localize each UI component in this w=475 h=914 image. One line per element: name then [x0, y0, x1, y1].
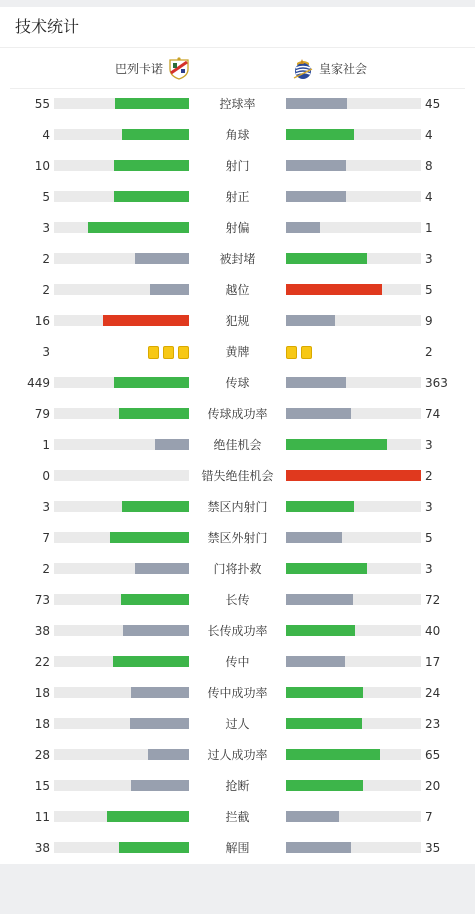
away-bar-track: [286, 377, 421, 388]
away-bar-track: [286, 563, 421, 574]
home-value: 55: [34, 97, 50, 111]
stat-row: [0, 709, 475, 740]
away-value: 23: [425, 717, 441, 731]
stat-row: [0, 833, 475, 864]
stat-label: 射正: [225, 190, 250, 204]
away-bar-track: [286, 253, 421, 264]
away-bar-track: [286, 749, 421, 760]
away-bar: [286, 501, 354, 512]
stats-list: [0, 89, 475, 864]
stat-label: 传球成功率: [207, 407, 268, 421]
home-bar: [119, 408, 189, 419]
home-value: 18: [34, 686, 50, 700]
stat-label: 长传成功率: [207, 624, 268, 638]
home-value: 16: [34, 314, 50, 328]
stat-label: 抢断: [225, 779, 250, 793]
away-value: 20: [425, 779, 441, 793]
away-bar: [286, 160, 346, 171]
away-value: 5: [425, 283, 433, 297]
away-bar-track: [286, 98, 421, 109]
stat-label: 拦截: [225, 810, 250, 824]
home-bar-track: [54, 98, 189, 109]
yellow-card-icon: [163, 346, 174, 359]
home-value: 1: [42, 438, 50, 452]
home-bar-track: [54, 563, 189, 574]
away-team[interactable]: [291, 56, 367, 80]
away-value: 2: [425, 345, 433, 359]
home-bar-track: [54, 284, 189, 295]
away-bar: [286, 129, 354, 140]
away-bar-track: [286, 594, 421, 605]
away-bar-track: [286, 439, 421, 450]
stat-row: [0, 213, 475, 244]
stat-row: [0, 740, 475, 771]
stat-label: 过人: [225, 717, 250, 731]
away-bar: [286, 811, 339, 822]
home-value: 2: [42, 252, 50, 266]
away-bar: [286, 625, 355, 636]
away-value: 4: [425, 190, 433, 204]
home-bar: [110, 532, 189, 543]
stat-label: 传中: [225, 655, 250, 669]
section-title: 技术统计: [15, 17, 80, 36]
home-bar: [103, 315, 189, 326]
stat-label: 射门: [225, 159, 250, 173]
home-bar: [121, 594, 189, 605]
away-value: 72: [425, 593, 441, 607]
away-value: 3: [425, 252, 433, 266]
home-value: 11: [34, 810, 50, 824]
home-bar: [113, 656, 189, 667]
stat-label: 传球: [225, 376, 250, 390]
home-yellow-cards: [54, 346, 189, 359]
stat-row: [0, 554, 475, 585]
home-bar-track: [54, 439, 189, 450]
away-value: 8: [425, 159, 433, 173]
home-bar-track: [54, 625, 189, 636]
away-bar-track: [286, 222, 421, 233]
stat-row: [0, 647, 475, 678]
home-bar: [148, 749, 189, 760]
home-bar: [122, 501, 190, 512]
away-value: 35: [425, 841, 441, 855]
stat-row: [0, 89, 475, 120]
home-value: 73: [34, 593, 50, 607]
home-bar: [107, 811, 189, 822]
away-bar: [286, 98, 347, 109]
stat-row: [0, 585, 475, 616]
home-bar-track: [54, 532, 189, 543]
away-bar: [286, 842, 351, 853]
stat-row: [0, 678, 475, 709]
stat-row: [0, 461, 475, 492]
away-bar-track: [286, 501, 421, 512]
home-bar-track: [54, 315, 189, 326]
stat-row: [0, 275, 475, 306]
away-value: 2: [425, 469, 433, 483]
away-bar: [286, 439, 387, 450]
away-bar: [286, 532, 342, 543]
home-value: 3: [42, 345, 50, 359]
stat-label: 禁区内射门: [207, 500, 268, 514]
away-bar-track: [286, 687, 421, 698]
yellow-card-icon: [286, 346, 297, 359]
away-bar-track: [286, 532, 421, 543]
home-value: 79: [34, 407, 50, 421]
away-bar: [286, 253, 367, 264]
stats-card: [0, 7, 475, 864]
home-bar-track: [54, 749, 189, 760]
away-value: 3: [425, 500, 433, 514]
away-bar-track: [286, 408, 421, 419]
away-value: 40: [425, 624, 441, 638]
away-bar-track: [286, 284, 421, 295]
away-bar-track: [286, 718, 421, 729]
away-bar: [286, 780, 363, 791]
home-bar: [88, 222, 189, 233]
home-value: 5: [42, 190, 50, 204]
away-bar-track: [286, 625, 421, 636]
stat-row: [0, 368, 475, 399]
home-bar-track: [54, 129, 189, 140]
stat-row: [0, 430, 475, 461]
stat-row: [0, 182, 475, 213]
away-bar: [286, 687, 363, 698]
home-bar-track: [54, 718, 189, 729]
stat-label: 传中成功率: [207, 686, 268, 700]
away-value: 1: [425, 221, 433, 235]
home-bar-track: [54, 842, 189, 853]
away-bar: [286, 377, 346, 388]
away-team-name: 皇家社会: [319, 61, 368, 76]
away-bar: [286, 222, 320, 233]
home-value: 15: [34, 779, 50, 793]
away-value: 17: [425, 655, 441, 669]
stat-label: 射偏: [225, 221, 250, 235]
home-bar: [131, 687, 189, 698]
yellow-card-icon: [178, 346, 189, 359]
away-bar: [286, 656, 345, 667]
stat-label: 禁区外射门: [207, 531, 268, 545]
home-bar: [114, 160, 189, 171]
stat-label: 控球率: [219, 97, 256, 111]
home-value: 3: [42, 500, 50, 514]
home-bar-track: [54, 253, 189, 264]
home-team-name: 巴列卡诺: [114, 61, 163, 76]
stat-label: 越位: [225, 283, 250, 297]
home-value: 2: [42, 283, 50, 297]
home-bar: [114, 377, 189, 388]
away-value: 4: [425, 128, 433, 142]
away-bar-track: [286, 656, 421, 667]
stat-row: [0, 802, 475, 833]
stat-label: 绝佳机会: [213, 438, 262, 452]
stat-label: 解围: [225, 841, 250, 855]
stat-row: [0, 523, 475, 554]
home-bar-track: [54, 470, 189, 481]
stat-row: [0, 151, 475, 182]
stat-label: 黄牌: [225, 345, 250, 359]
home-bar-track: [54, 594, 189, 605]
stat-label: 被封堵: [219, 252, 256, 266]
home-bar: [131, 780, 189, 791]
away-bar: [286, 594, 353, 605]
away-yellow-cards: [286, 346, 421, 359]
away-value: 24: [425, 686, 441, 700]
away-value: 3: [425, 562, 433, 576]
home-bar: [114, 191, 189, 202]
teams-header: [0, 48, 475, 88]
away-bar: [286, 191, 346, 202]
stat-row: [0, 399, 475, 430]
home-value: 0: [42, 469, 50, 483]
home-value: 449: [27, 376, 50, 390]
home-bar-track: [54, 160, 189, 171]
away-bar-track: [286, 470, 421, 481]
stat-row: [0, 306, 475, 337]
real-sociedad-crest-icon: [291, 56, 315, 80]
stat-label: 犯规: [225, 314, 250, 328]
home-value: 7: [42, 531, 50, 545]
home-value: 4: [42, 128, 50, 142]
away-bar-track: [286, 160, 421, 171]
away-value: 45: [425, 97, 441, 111]
away-bar: [286, 284, 382, 295]
home-team[interactable]: [115, 56, 191, 80]
home-bar: [155, 439, 189, 450]
home-bar-track: [54, 811, 189, 822]
away-bar-track: [286, 811, 421, 822]
stat-row: [0, 492, 475, 523]
home-value: 28: [34, 748, 50, 762]
away-bar-track: [286, 191, 421, 202]
away-bar-track: [286, 315, 421, 326]
away-value: 9: [425, 314, 433, 328]
home-value: 18: [34, 717, 50, 731]
rayo-vallecano-crest-icon: [167, 56, 191, 80]
stat-row: [0, 616, 475, 647]
home-bar: [119, 842, 189, 853]
home-bar: [135, 253, 189, 264]
stat-label: 长传: [225, 593, 250, 607]
home-bar: [135, 563, 189, 574]
home-value: 38: [34, 841, 50, 855]
stat-label: 错失绝佳机会: [201, 469, 274, 483]
away-bar: [286, 718, 362, 729]
stat-row: [0, 337, 475, 368]
home-bar: [130, 718, 189, 729]
away-bar: [286, 315, 335, 326]
away-bar-track: [286, 842, 421, 853]
away-value: 5: [425, 531, 433, 545]
home-bar-track: [54, 222, 189, 233]
home-bar-track: [54, 408, 189, 419]
home-bar-track: [54, 191, 189, 202]
home-value: 2: [42, 562, 50, 576]
home-bar-track: [54, 377, 189, 388]
stat-row: [0, 120, 475, 151]
home-bar-track: [54, 687, 189, 698]
stat-label: 过人成功率: [207, 748, 268, 762]
away-value: 7: [425, 810, 433, 824]
home-bar: [115, 98, 189, 109]
home-bar-track: [54, 780, 189, 791]
away-value: 363: [425, 376, 448, 390]
away-value: 3: [425, 438, 433, 452]
home-bar-track: [54, 501, 189, 512]
away-bar-track: [286, 129, 421, 140]
home-value: 22: [34, 655, 50, 669]
yellow-card-icon: [148, 346, 159, 359]
away-bar: [286, 563, 367, 574]
away-bar: [286, 470, 421, 481]
stat-row: [0, 244, 475, 275]
home-bar: [123, 625, 189, 636]
away-value: 65: [425, 748, 441, 762]
away-bar: [286, 408, 351, 419]
yellow-card-icon: [301, 346, 312, 359]
stat-label: 角球: [225, 128, 250, 142]
stat-label: 门将扑救: [213, 562, 262, 576]
away-value: 74: [425, 407, 441, 421]
away-bar-track: [286, 780, 421, 791]
home-bar: [150, 284, 189, 295]
home-bar-track: [54, 656, 189, 667]
away-bar: [286, 749, 380, 760]
home-bar: [122, 129, 190, 140]
home-value: 10: [34, 159, 50, 173]
home-value: 38: [34, 624, 50, 638]
stat-row: [0, 771, 475, 802]
home-value: 3: [42, 221, 50, 235]
